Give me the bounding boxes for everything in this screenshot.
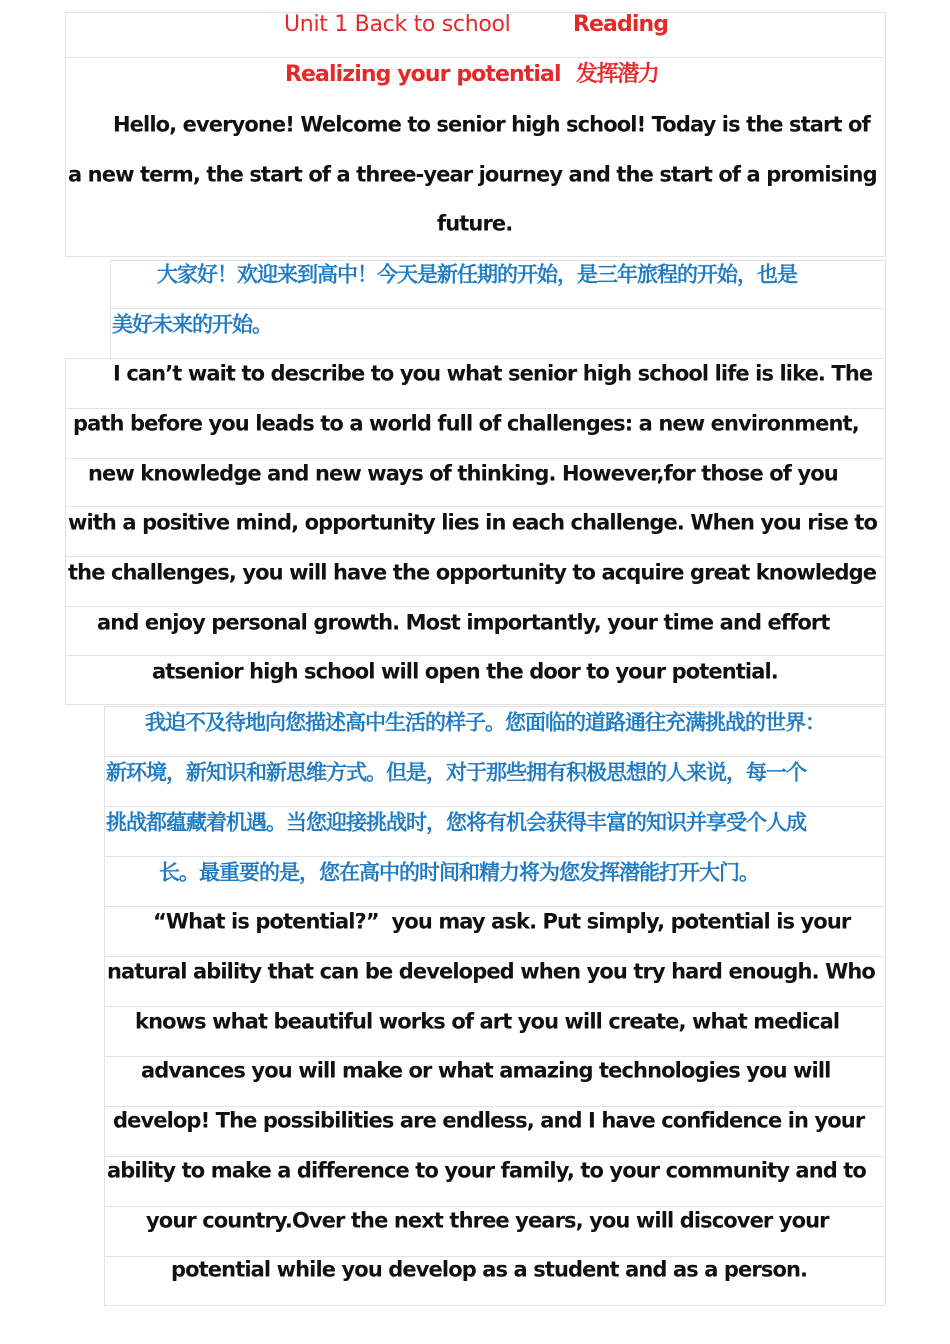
- translation-line: 美好未来的开始。: [112, 312, 272, 337]
- reading-title-chinese: 发挥潜力: [576, 62, 659, 87]
- paragraph-line: ability to make a difference to your family, to your community and to: [107, 1158, 866, 1183]
- unit-heading: Unit 1 Back to school: [284, 12, 511, 37]
- paragraph-line: advances you will make or what amazing technologies you will: [141, 1058, 831, 1083]
- paragraph-line: new knowledge and new ways of thinking. However,for those of you: [88, 461, 838, 486]
- translation-line: 我迫不及待地向您描述高中生活的样子。您面临的道路通往充满挑战的世界：: [145, 710, 825, 735]
- paragraph-line: path before you leads to a world full of challenges: a new environment,: [73, 411, 859, 436]
- paragraph-line: and enjoy personal growth. Most importantly, your time and effort: [97, 610, 830, 635]
- paragraph-line: a new term, the start of a three-year journey and the start of a promising: [68, 162, 877, 187]
- paragraph-line: I can’t wait to describe to you what senior high school life is like. The: [113, 361, 873, 386]
- paragraph-line: “What is potential?” you may ask. Put simply, potential is your: [153, 909, 851, 934]
- paragraph-line: natural ability that can be developed when you try hard enough. Who: [107, 959, 875, 984]
- paragraph-line: the challenges, you will have the opportunity to acquire great knowledge: [68, 560, 877, 585]
- paragraph-line: with a positive mind, opportunity lies in each challenge. When you rise to: [68, 510, 878, 535]
- section-heading: Reading: [573, 12, 669, 37]
- paragraph-line: potential while you develop as a student and as a person.: [171, 1257, 808, 1282]
- translation-line: 挑战都蕴藏着机遇。当您迎接挑战时，您将有机会获得丰富的知识并享受个人成: [106, 810, 806, 835]
- paragraph-line: your country.Over the next three years, you will discover your: [146, 1208, 829, 1233]
- paragraph-line: knows what beautiful works of art you will create, what medical: [135, 1009, 840, 1034]
- translation-line: 长。最重要的是，您在高中的时间和精力将为您发挥潜能打开大门。: [159, 860, 759, 885]
- paragraph-line: Hello, everyone! Welcome to senior high school! Today is the start of: [113, 112, 870, 137]
- translation-line: 大家好！欢迎来到高中！今天是新任期的开始，是三年旅程的开始，也是: [157, 262, 797, 287]
- reading-title: Realizing your potential: [285, 62, 561, 87]
- paragraph-line: atsenior high school will open the door to your potential.: [152, 659, 778, 684]
- paragraph-line: develop! The possibilities are endless, and I have confidence in your: [113, 1108, 865, 1133]
- paragraph-line: future.: [437, 211, 513, 236]
- translation-line: 新环境，新知识和新思维方式。但是，对于那些拥有积极思想的人来说，每一个: [106, 760, 806, 785]
